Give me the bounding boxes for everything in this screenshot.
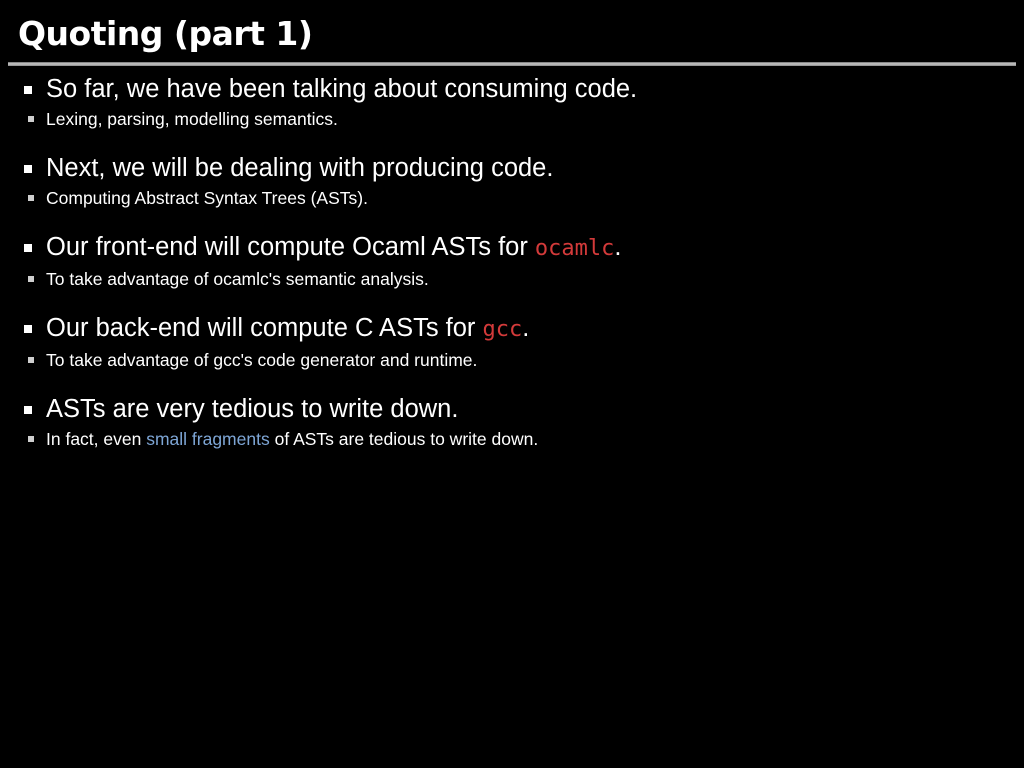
bullet-level1-text: So far, we have been talking about consuming code. xyxy=(46,75,638,103)
bullet-level1 xyxy=(0,74,1024,104)
highlighted-phrase: small fragments xyxy=(146,429,270,449)
bullet-level2-text: Lexing, parsing, modelling semantics. xyxy=(46,109,338,129)
bullet-group xyxy=(0,153,1024,210)
bullet-level2 xyxy=(0,427,1024,451)
bullet-level2-text: To take advantage of gcc's code generator and runtime. xyxy=(46,350,478,370)
bullet-group xyxy=(0,232,1024,291)
bullet-level1 xyxy=(0,153,1024,183)
bullet-level2 xyxy=(0,186,1024,210)
bullet-level1-text: ASTs are very tedious to write down. xyxy=(46,395,459,423)
bullet-level2-text-post: of ASTs are tedious to write down. xyxy=(269,429,539,449)
square-bullet-icon xyxy=(24,86,32,94)
bullet-level2 xyxy=(0,267,1024,291)
square-bullet-icon xyxy=(24,406,32,414)
bullet-level1-text: Next, we will be dealing with producing code. xyxy=(46,154,554,182)
title-divider xyxy=(8,62,1016,66)
square-bullet-icon xyxy=(24,244,32,252)
bullet-level2 xyxy=(0,107,1024,131)
bullet-level2-text: Computing Abstract Syntax Trees (ASTs). xyxy=(46,188,368,208)
bullet-level1 xyxy=(0,232,1024,264)
small-square-bullet-icon xyxy=(28,436,34,442)
bullet-level1 xyxy=(0,313,1024,345)
bullet-level1-text-pre: Our back-end will compute C ASTs for xyxy=(46,314,483,342)
slide-body xyxy=(0,74,1024,473)
bullet-group xyxy=(0,74,1024,131)
bullet-level2-text-pre: In fact, even xyxy=(46,429,147,449)
bullet-group xyxy=(0,313,1024,372)
square-bullet-icon xyxy=(24,165,32,173)
inline-code-ocamlc: ocamlc xyxy=(534,236,615,261)
inline-code-gcc: gcc xyxy=(482,317,523,342)
bullet-level1 xyxy=(0,394,1024,424)
small-square-bullet-icon xyxy=(28,276,34,282)
bullet-level1-text-post: . xyxy=(522,314,530,342)
small-square-bullet-icon xyxy=(28,195,34,201)
slide-title-bar xyxy=(0,0,1024,62)
square-bullet-icon xyxy=(24,325,32,333)
small-square-bullet-icon xyxy=(28,116,34,122)
bullet-group xyxy=(0,394,1024,451)
bullet-level1-text-pre: Our front-end will compute Ocaml ASTs for xyxy=(46,233,535,261)
bullet-level2-text: To take advantage of ocamlc's semantic analysis. xyxy=(46,269,429,289)
small-square-bullet-icon xyxy=(28,357,34,363)
bullet-level1-text-post: . xyxy=(614,233,622,261)
page-title: Quoting (part 1) xyxy=(18,14,313,53)
bullet-level2 xyxy=(0,348,1024,372)
